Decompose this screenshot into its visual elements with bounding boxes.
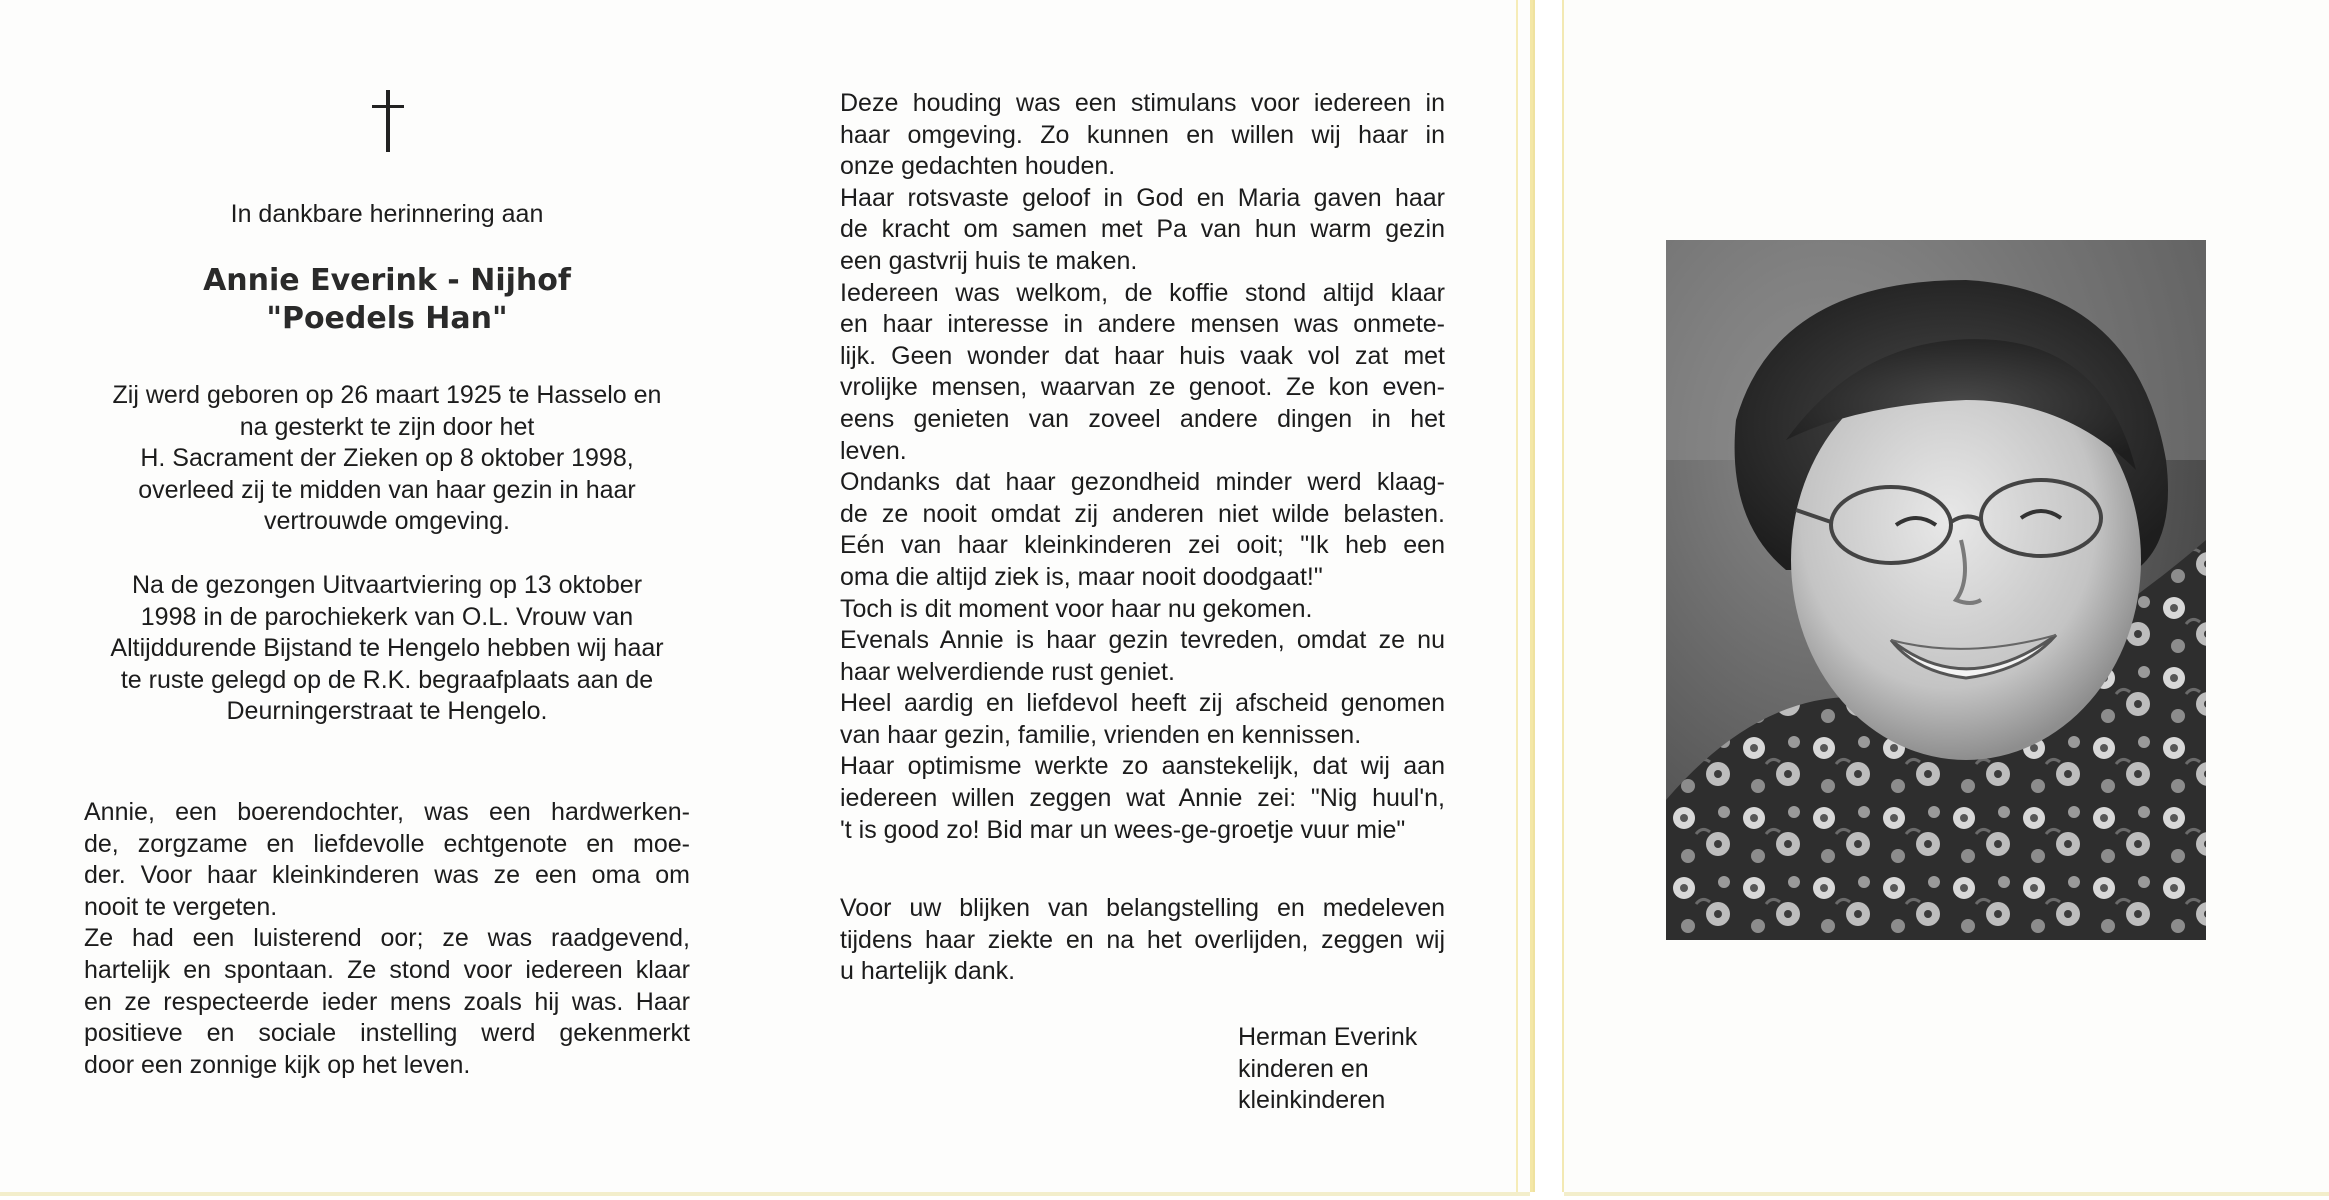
deceased-name: Annie Everink - Nijhof <box>203 263 571 298</box>
text-line: 1998 in de parochiekerk van O.L. Vrouw van <box>140 602 634 631</box>
text-line: Zij werd geboren op 26 maart 1925 te Hasselo en <box>112 381 662 409</box>
text-line: na gesterkt te zijn door het <box>239 412 535 441</box>
text-line: leven. <box>840 436 907 465</box>
deceased-nickname: "Poedels Han" <box>266 301 508 336</box>
text-line: vertrouwde omgeving. <box>264 507 510 536</box>
signature-block <box>1238 1022 1478 1117</box>
text-line: de ze nooit omdat zij anderen niet wilde belasten. <box>840 499 1445 528</box>
text-line: onze gedachten houden. <box>840 152 1116 181</box>
text-line: en ze respecteerde ieder mens zoals hij was. Haar <box>84 987 690 1016</box>
text-line: tijdens haar ziekte en na het overlijden, zeggen wij <box>840 925 1445 954</box>
signature-line: Herman Everink <box>1238 1023 1418 1051</box>
text-line: Altijddurende Bijstand te Hengelo hebben wij haar <box>110 634 664 663</box>
paper-edge <box>0 1192 1530 1196</box>
card-fold-line <box>1516 0 1518 1192</box>
text-line: Iedereen was welkom, de koffie stond altijd klaar <box>840 278 1445 307</box>
text-line: de kracht om samen met Pa van hun warm gezin <box>840 215 1445 244</box>
text-line: Na de gezongen Uitvaartviering op 13 oktober <box>131 571 643 599</box>
text-line: u hartelijk dank. <box>840 957 1016 986</box>
text-line: hartelijk en spontaan. Ze stond voor iedereen klaar <box>84 955 690 984</box>
right-text-column <box>840 88 1445 846</box>
signature-line: kinderen en <box>1238 1054 1369 1083</box>
thanks-paragraph <box>840 893 1445 988</box>
text-line: Toch is dit moment voor haar nu gekomen. <box>840 594 1313 623</box>
text-line: Ondanks dat haar gezondheid minder werd klaag- <box>840 468 1445 497</box>
text-line: Evenals Annie is haar gezin tevreden, omdat ze nu <box>840 626 1445 655</box>
text-line: overleed zij te midden van haar gezin in haar <box>138 475 636 504</box>
signature-line: kleinkinderen <box>1238 1086 1386 1115</box>
text-line: van haar gezin, familie, vrienden en kennissen. <box>840 720 1362 749</box>
text-line: positieve en sociale instelling werd gekenmerkt <box>84 1019 690 1048</box>
text-line: nooit te vergeten. <box>84 892 278 921</box>
biography-paragraph <box>84 797 690 1081</box>
cross-icon <box>368 90 408 152</box>
text-line: te ruste gelegd op de R.K. begraafplaats aan de <box>120 665 654 694</box>
text-line: Ze had een luisterend oor; ze was raadgevend, <box>84 924 690 953</box>
text-line: eens genieten van zoveel andere dingen in het <box>840 404 1445 433</box>
text-line: Deze houding was een stimulans voor iedereen in <box>840 89 1445 117</box>
text-line: haar omgeving. Zo kunnen en willen wij haar in <box>840 120 1445 149</box>
text-line: Haar optimisme werkte zo aanstekelijk, dat wij aan <box>840 752 1445 781</box>
text-line: Heel aardig en liefdevol heeft zij afscheid genomen <box>840 689 1445 718</box>
text-line: vrolijke mensen, waarvan ze genoot. Ze kon even- <box>840 373 1445 402</box>
text-line: oma die altijd ziek is, maar nooit doodgaat!" <box>840 562 1323 591</box>
intro-text: In dankbare herinnering aan <box>230 200 544 228</box>
deceased-name-block <box>84 262 690 338</box>
birth-death-paragraph <box>84 380 690 538</box>
text-line: 't is good zo! Bid mar un wees-ge-groetje vuur mie" <box>840 815 1406 844</box>
text-line: iedereen willen zeggen wat Annie zei: "Nig huul'n, <box>840 784 1445 813</box>
text-line: en haar interesse in andere mensen was onmete- <box>840 310 1445 339</box>
paper-edge <box>1564 1192 2329 1196</box>
funeral-paragraph <box>84 570 690 728</box>
text-line: Deurningerstraat te Hengelo. <box>226 697 548 726</box>
text-line: een gastvrij huis te maken. <box>840 246 1138 275</box>
text-line: Annie, een boerendochter, was een hardwerken- <box>84 798 690 826</box>
text-line: Haar rotsvaste geloof in God en Maria gaven haar <box>840 183 1445 212</box>
text-line: H. Sacrament der Zieken op 8 oktober 1998, <box>140 444 634 473</box>
text-line: Voor uw blijken van belangstelling en medeleven <box>840 894 1445 922</box>
text-line: door een zonnige kijk op het leven. <box>84 1050 471 1079</box>
portrait-photo <box>1666 240 2206 940</box>
text-line: lijk. Geen wonder dat haar huis vaak vol zat met <box>840 341 1445 370</box>
text-line: de, zorgzame en liefdevolle echtgenote en moe- <box>84 829 690 858</box>
text-line: Eén van haar kleinkinderen zei ooit; "Ik heb een <box>840 531 1445 560</box>
text-line: haar welverdiende rust geniet. <box>840 657 1175 686</box>
text-line: der. Voor haar kleinkinderen was ze een oma om <box>84 861 690 890</box>
